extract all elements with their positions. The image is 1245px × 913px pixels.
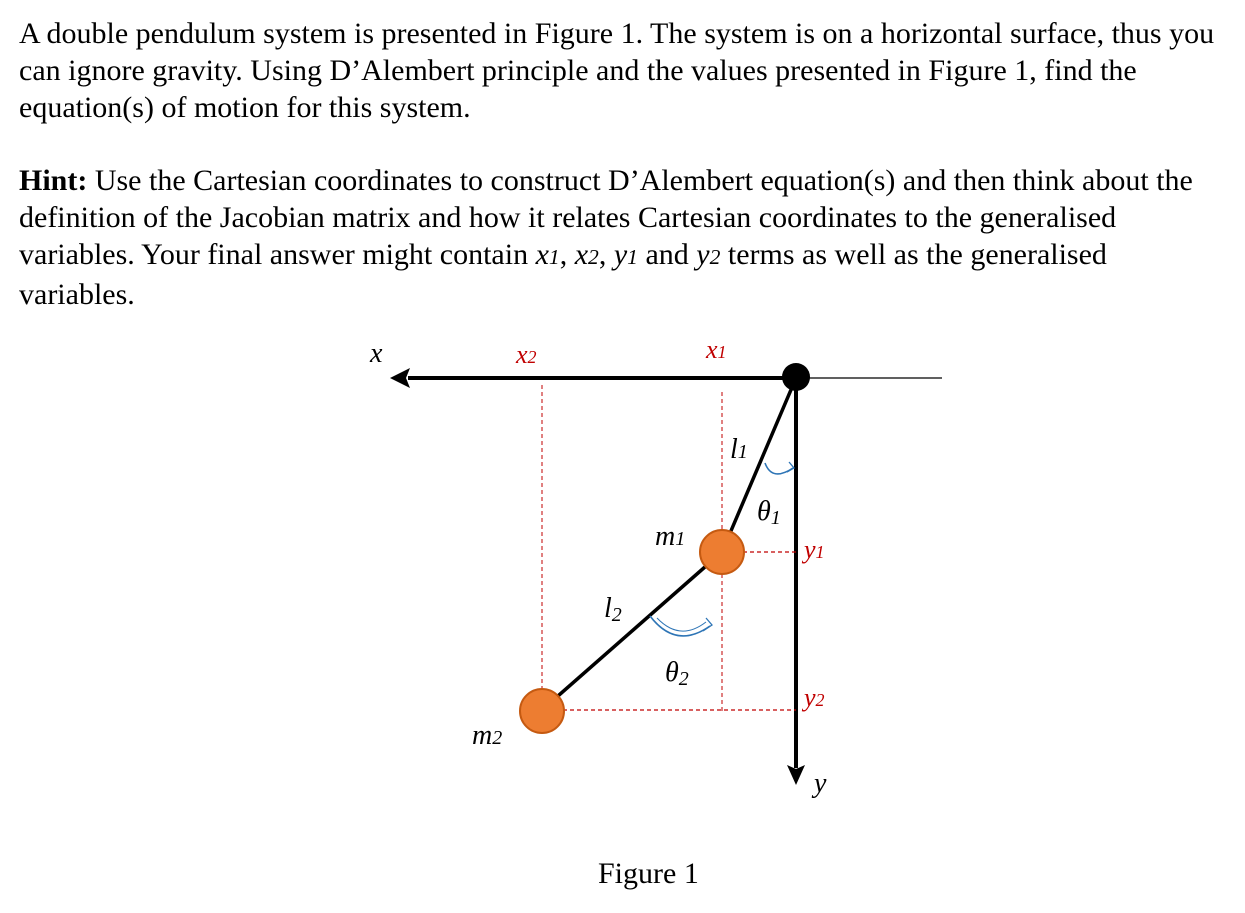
theta1-label: θ1 [757,496,781,529]
l2-label: l2 [604,593,622,626]
hint-sep-1: , [559,238,575,271]
y-axis-label: y [814,768,827,799]
x-axis-arrowhead [390,368,410,388]
pivot [782,363,810,391]
hint-text-before: Use the Cartesian coordinates to construct D’Alembert equation(s) and then think about the definition of the Jacobian matrix and how it relates Cartesian coordinates to the generalised variables. Your final answer might contain [19,164,1193,271]
x1-label: x1 [706,335,727,364]
rod-l2 [542,552,722,710]
hint-sep-2: , [598,238,614,271]
m1-label: m1 [655,521,686,552]
mass-m1 [700,530,744,574]
hint-var-x1: x1 [535,238,560,271]
y2-label: y2 [804,683,825,712]
m2-label: m2 [472,720,503,751]
hint-var-y2: y2 [696,238,721,271]
theta1-arc [765,463,793,474]
hint-label: Hint: [19,164,88,197]
hint-text-after: terms as well as the generalised variables. [19,238,1107,311]
x-axis-label: x [370,338,383,369]
y1-label: y1 [804,535,825,564]
question-text: A double pendulum system is presented in Figure 1. The system is on a horizontal surface, thus you can ignore gravity. Using D’Alembert principle and the values presented in Figure 1, find the equation(s) of motion for this system. [19,17,1215,124]
l1-label: l1 [730,434,748,465]
figure-caption: Figure 1 [598,857,699,890]
hint-var-x2: x2 [574,238,599,271]
hint-sep-3: and [637,238,697,271]
theta2-label: θ2 [665,657,689,690]
hint-var-y1: y1 [613,238,638,271]
x2-label: x2 [516,340,537,369]
mass-m2 [520,689,564,733]
